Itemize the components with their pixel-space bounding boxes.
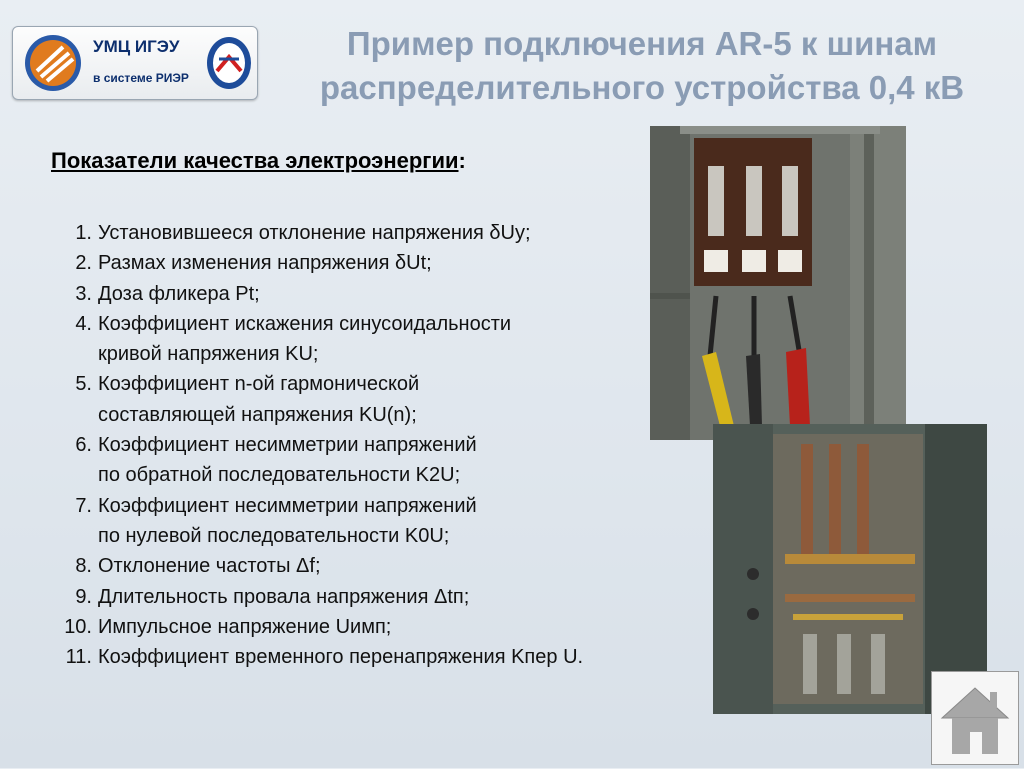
title-line2: распределительного устройства 0,4 кВ	[319, 69, 965, 106]
list-item	[48, 430, 658, 491]
home-icon	[932, 672, 1018, 764]
list-item-line: Размах изменения напряжения δUt;	[98, 252, 432, 275]
list-item-line: Импульсное напряжение Uимп;	[98, 615, 392, 638]
list-item-number: 2.	[75, 252, 92, 275]
photo-switchgear-connection	[650, 126, 906, 440]
list-item	[48, 491, 658, 552]
list-item-text	[94, 218, 658, 248]
list-item-line: Длительность провала напряжения Δtп;	[98, 585, 470, 608]
list-item-text	[94, 430, 658, 491]
list-item-text	[94, 248, 658, 278]
list-item-number: 11.	[65, 646, 92, 669]
list-item-text	[94, 279, 658, 309]
list-item-line: Коэффициент искажения синусоидальности	[98, 312, 512, 335]
list-item-line: составляющей напряжения KU(n);	[98, 403, 417, 426]
list-item-number: 4.	[75, 312, 92, 335]
list-item-number: 9.	[75, 585, 92, 608]
list-item-number: 5.	[75, 373, 92, 396]
list-item-text	[94, 551, 658, 581]
list-item-number: 6.	[75, 434, 92, 457]
list-item-line: Доза фликера Pt;	[98, 282, 260, 305]
list-item-text	[94, 612, 658, 642]
list-item-line: кривой напряжения KU;	[98, 343, 319, 366]
list-item-text	[94, 309, 658, 370]
list-item	[48, 612, 658, 642]
list-item	[48, 582, 658, 612]
list-item-text	[94, 369, 658, 430]
list-item	[48, 642, 658, 672]
list-item-text	[94, 491, 658, 552]
list-item-line: по обратной последовательности K2U;	[98, 464, 461, 487]
heading-suffix: :	[458, 148, 466, 173]
list-item-line: Коэффициент временного перенапряжения Kпер U.	[98, 646, 584, 669]
slide-title	[262, 22, 1022, 110]
list-item	[48, 248, 658, 278]
title-line1: Пример подключения AR-5 к шинам	[346, 25, 938, 62]
list-item-number: 10.	[64, 615, 92, 638]
list-item-line: Отклонение частоты Δf;	[98, 555, 321, 578]
list-item	[48, 551, 658, 581]
list-item-line: Коэффициент n-ой гармонической	[98, 373, 420, 396]
list-item-number: 7.	[75, 494, 92, 517]
quality-indicators-list	[48, 218, 658, 672]
list-item-text	[94, 642, 658, 672]
list-item-number: 8.	[75, 555, 92, 578]
list-item-number: 3.	[75, 282, 92, 305]
list-item-text	[94, 582, 658, 612]
logo-emblem-icon	[205, 35, 253, 91]
list-item	[48, 218, 658, 248]
list-item-line: по нулевой последовательности K0U;	[98, 524, 450, 547]
logo-line2: в системе РИЭР	[93, 71, 189, 85]
logo-disc-icon	[23, 33, 83, 93]
list-item	[48, 279, 658, 309]
heading-text: Показатели качества электроэнергии	[51, 148, 459, 173]
home-button[interactable]	[931, 671, 1019, 765]
logo-line1: УМЦ ИГЭУ	[93, 37, 180, 56]
list-item-line: Коэффициент несимметрии напряжений	[98, 494, 477, 517]
list-item	[48, 369, 658, 430]
section-heading	[51, 148, 466, 174]
list-item-number: 1.	[75, 222, 92, 244]
list-item	[48, 309, 658, 370]
logo	[12, 26, 258, 100]
list-item-line: Установившееся отклонение напряжения δUy;	[98, 222, 531, 244]
list-item-line: Коэффициент несимметрии напряжений	[98, 434, 477, 457]
photo-connection-image	[650, 126, 906, 440]
